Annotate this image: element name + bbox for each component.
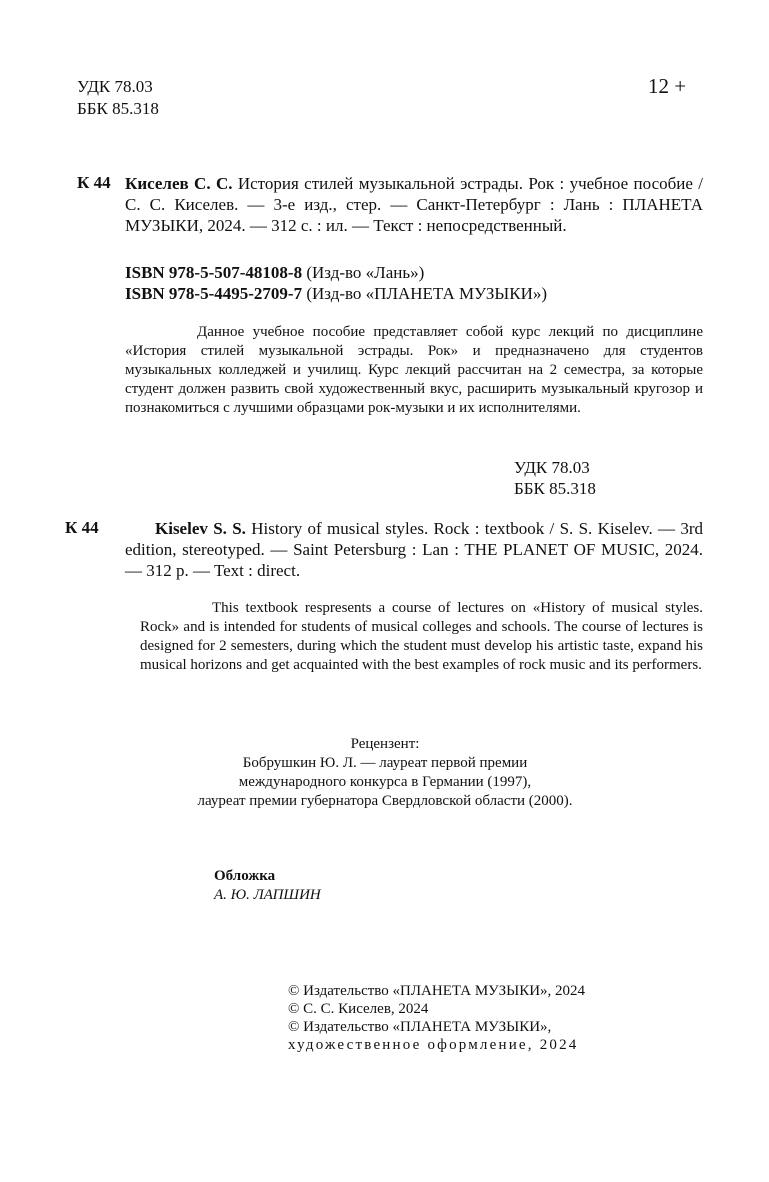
isbn-publisher-2: (Изд-во «ПЛАНЕТА МУЗЫКИ») — [302, 284, 548, 303]
abstract-ru-text: Данное учебное пособие представляет собой курс лекций по дисциплине «История стилей музыкальной эстрады. Рок» и предназначено для студентов музыкальных колледжей и училищ. Курс лекций рассчитан на 2 семестра, за которые студент должен развить свой художественный вкус, расширить музыкальный кругозор и познакомиться с лучшими образцами рок-музыки и их исполнителями. — [125, 324, 703, 416]
cover-label: Обложка — [214, 868, 276, 884]
bbk-code: ББК 85.318 — [77, 99, 159, 118]
cover-credit — [214, 867, 321, 905]
author-name-ru: Киселев С. С. — [125, 174, 233, 193]
isbn-number-1: ISBN 978-5-507-48108-8 — [125, 263, 303, 282]
abstract-en-text: This textbook respresents a course of lectures on «History of musical styles. Rock» and is intended for students of musical colleges and schools. The course of lectures is designed for 2 semesters, during which the student must develop his artistic taste, expand his musical horizons and get acquainted with the best examples of rock music and its performers. — [140, 600, 703, 673]
isbn-publisher-1: (Изд-во «Лань») — [302, 263, 425, 282]
author-mark-en: К 44 — [65, 518, 99, 537]
bbk-code-2: ББК 85.318 — [514, 479, 596, 498]
bibliographic-entry-en — [125, 518, 703, 581]
udc-code-2: УДК 78.03 — [514, 458, 590, 477]
abstract-en — [140, 599, 703, 675]
entry-description-en: History of musical styles. Rock : textbook / S. S. Kiselev. — 3rd edition, stereotyped. — Saint Petersburg : Lan : THE PLANET OF MUSIC, 2024. — 312 p. — Text : direct. — [125, 519, 703, 580]
reviewer-label: Рецензент: — [350, 736, 420, 752]
copyright-line-2: © С. С. Киселев, 2024 — [288, 1001, 429, 1017]
isbn-number-2: ISBN 978-5-4495-2709-7 — [125, 284, 303, 303]
copyright-line-3: © Издательство «ПЛАНЕТА МУЗЫКИ», — [288, 1019, 552, 1035]
author-name-en: Kiselev S. S. — [155, 519, 246, 538]
isbn-line-1 — [125, 262, 547, 283]
abstract-ru — [125, 323, 703, 418]
reviewer-line-3: лауреат премии губернатора Свердловской области (2000). — [197, 793, 573, 809]
copyright-block — [288, 982, 585, 1054]
author-mark-ru: К 44 — [77, 173, 111, 192]
mid-classification — [514, 457, 596, 499]
entry-description-ru: История стилей музыкальной эстрады. Рок : учебное пособие / С. С. Киселев. — 3-е изд., стер. — Санкт-Петербург : Лань : ПЛАНЕТА МУЗЫКИ, 2024. — 312 с. : ил. — Текст : непосредственный. — [125, 174, 703, 235]
udc-code: УДК 78.03 — [77, 77, 153, 96]
top-classification — [77, 76, 159, 120]
cover-designer: А. Ю. ЛАПШИН — [214, 887, 321, 903]
reviewer-line-1: Бобрушкин Ю. Л. — лауреат первой премии — [242, 755, 528, 771]
isbn-line-2 — [125, 283, 547, 304]
reviewer-block — [160, 735, 610, 811]
copyright-line-1: © Издательство «ПЛАНЕТА МУЗЫКИ», 2024 — [288, 983, 586, 999]
reviewer-line-2: международного конкурса в Германии (1997), — [238, 774, 532, 790]
bibliographic-entry-ru — [125, 173, 703, 236]
isbn-block — [125, 262, 547, 304]
age-rating: 12 + — [648, 74, 687, 98]
copyright-line-4: художественное оформление, 2024 — [288, 1037, 579, 1053]
